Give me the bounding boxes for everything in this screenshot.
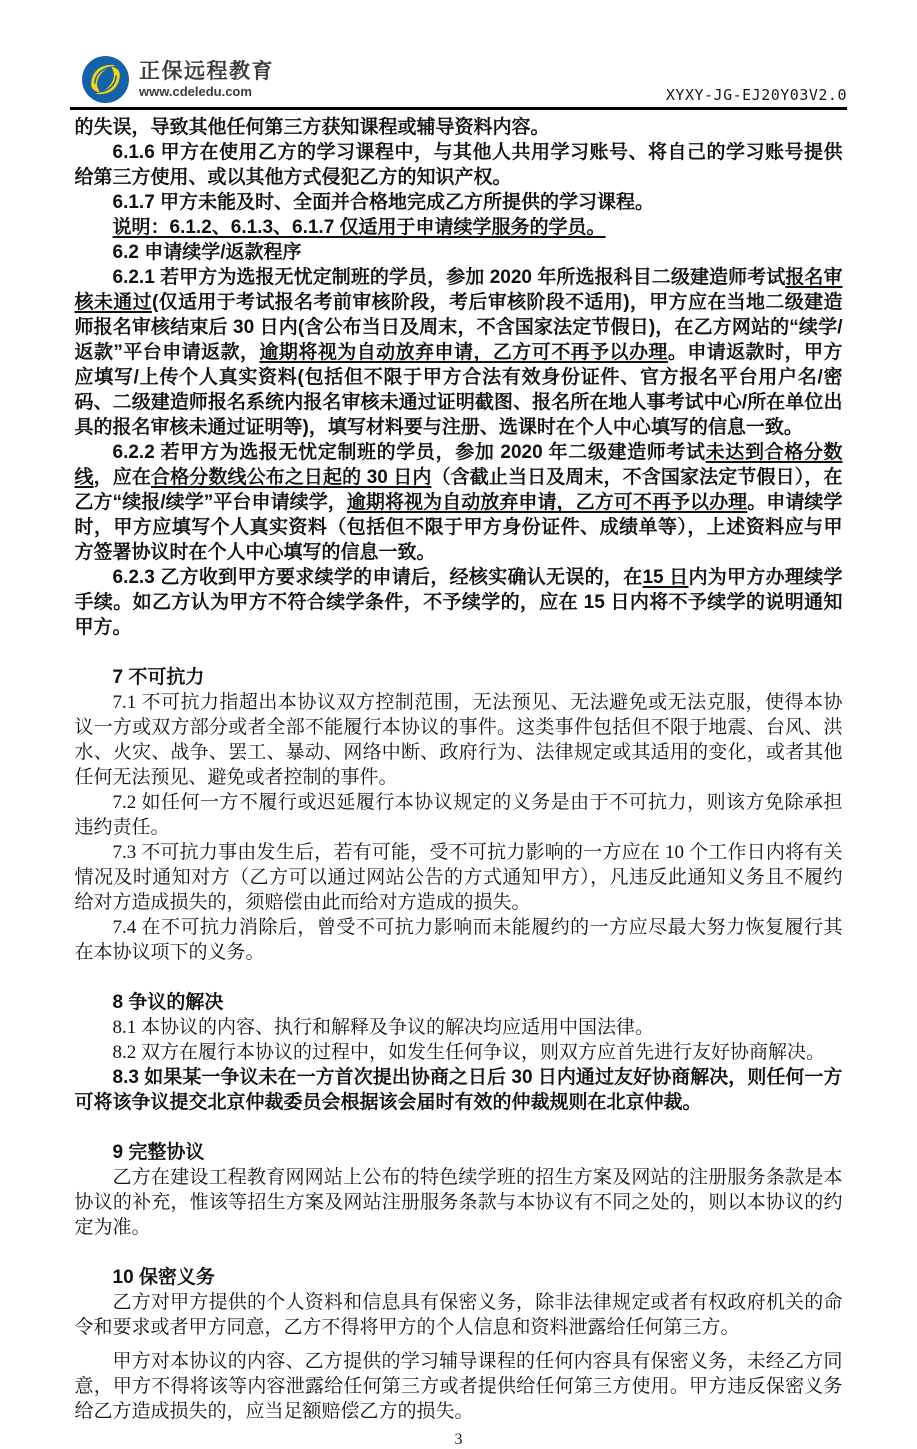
clause-10-1: 乙方对甲方提供的个人资料和信息具有保密义务，除非法律规定或者有权政府机关的命令和要求或者甲方同意，乙方不得将甲方的个人信息和资料泄露给任何第三方。 [74, 1292, 843, 1338]
clause-6-1-6: 6.1.6 甲方在使用乙方的学习课程中，与其他人共用学习账号、将自己的学习账号提供给第三方使用、或以其他方式侵犯乙方的知识产权。 [74, 142, 843, 188]
brand-name: 正保远程教育 [139, 59, 274, 83]
clause-10-2: 甲方对本协议的内容、乙方提供的学习辅导课程的任何内容具有保密义务，未经乙方同意，甲方不得将该等内容泄露给任何第三方或者提供给任何第三方使用。甲方违反保密义务给乙方造成损失的，应当足额赔偿乙方的损失。 [74, 1351, 843, 1422]
clause-7-4: 7.4 在不可抗力消除后，曾受不可抗力影响而未能履约的一方应尽最大努力恢复履行其在本协议项下的义务。 [74, 917, 843, 963]
clause-6-2-2: 6.2.2 若甲方为选报无忧定制班的学员，参加 2020 年二级建造师考试未达到合格分数线，应在合格分数线公布之日起的 30 日内（含截止当日及周末，不含国家法定节假日），在乙方“续报/续学”平台申请续学，逾期将视为自动放弃申请，乙方可不再予以办理。申请续学时，甲方应填写个人真实资料（包括但不限于甲方身份证件、成绩单等），上述资料应与甲方签署协议时在个人中心填写的信息一致。 [74, 442, 843, 563]
clause-7-3: 7.3 不可抗力事由发生后，若有可能，受不可抗力影响的一方应在 10 个工作日内将有关情况及时通知对方（乙方可以通过网站公告的方式通知甲方），凡违反此通知义务且不履约给对方造成损失的，须赔偿由此而给对方造成的损失。 [74, 842, 843, 913]
heading-7: 7 不可抗力 [112, 667, 205, 688]
clause-6-2-1: 6.2.1 若甲方为选报无忧定制班的学员，参加 2020 年所选报科目二级建造师考试报名审核未通过(仅适用于考试报名考前审核阶段，考后审核阶段不适用)，甲方应在当地二级建造师报名审核结束后 30 日内(含公布当日及周末，不含国家法定节假日)，在乙方网站的“续学/返款”平台申请返款，逾期将视为自动放弃申请，乙方可不再予以办理。申请返款时，甲方应填写/上传个人真实资料(包括但不限于甲方合法有效身份证件、官方报名平台用户名/密码、二级建造师报名系统内报名审核未通过证明截图、报名所在地人事考试中心/所在单位出具的报名审核未通过证明等)，填写材料要与注册、选课时在个人中心填写的信息一致。 [74, 267, 843, 438]
page-number: 3 [454, 1431, 463, 1448]
clause-9: 乙方在建设工程教育网网站上公布的特色续学班的招生方案及网站的注册服务条款是本协议的补充，惟该等招生方案及网站注册服务条款与本协议有不同之处的，则以本协议的约定为准。 [74, 1167, 843, 1238]
heading-6-2: 6.2 申请续学/返款程序 [112, 242, 302, 263]
page-header [70, 0, 847, 110]
clause-6-1-7: 6.1.7 甲方未能及时、全面并合格地完成乙方所提供的学习课程。 [112, 192, 655, 213]
heading-8: 8 争议的解决 [112, 992, 224, 1013]
brand-swirl-icon [82, 56, 129, 103]
document-body [75, 110, 843, 1424]
heading-9: 9 完整协议 [112, 1142, 205, 1163]
clause-8-2: 8.2 双方在履行本协议的过程中，如发生任何争议，则双方应首先进行友好协商解决。 [112, 1042, 826, 1063]
document-number: XYXY-JG-EJ20Y03V2.0 [665, 86, 847, 104]
note-6-1: 说明：6.1.2、6.1.3、6.1.7 仅适用于申请续学服务的学员。 [112, 217, 606, 238]
brand-text-block [139, 60, 274, 99]
clause-7-1: 7.1 不可抗力指超出本协议双方控制范围，无法预见、无法避免或无法克服，使得本协议一方或双方部分或者全部不能履行本协议的事件。这类事件包括但不限于地震、台风、洪水、火灾、战争、罢工、暴动、网络中断、政府行为、法律规定或其适用的变化，或者其他任何无法预见、避免或者控制的事件。 [74, 692, 843, 788]
continuation-line: 的失误，导致其他任何第三方获知课程或辅导资料内容。 [74, 117, 550, 138]
company-logo [70, 56, 274, 107]
clause-6-2-3: 6.2.3 乙方收到甲方要求续学的申请后，经核实确认无误的，在15 日内为甲方办理续学手续。如乙方认为甲方不符合续学条件，不予续学的，应在 15 日内将不予续学的说明通知甲方。 [74, 567, 843, 638]
clause-8-3: 8.3 如果某一争议未在一方首次提出协商之日后 30 日内通过友好协商解决，则任何一方可将该争议提交北京仲裁委员会根据该会届时有效的仲裁规则在北京仲裁。 [74, 1067, 843, 1113]
clause-8-1: 8.1 本协议的内容、执行和解释及争议的解决均应适用中国法律。 [112, 1017, 655, 1038]
brand-website: www.cdeledu.com [139, 83, 252, 99]
clause-7-2: 7.2 如任何一方不履行或迟延履行本协议规定的义务是由于不可抗力，则该方免除承担违约责任。 [74, 792, 843, 838]
heading-10: 10 保密义务 [112, 1267, 215, 1288]
